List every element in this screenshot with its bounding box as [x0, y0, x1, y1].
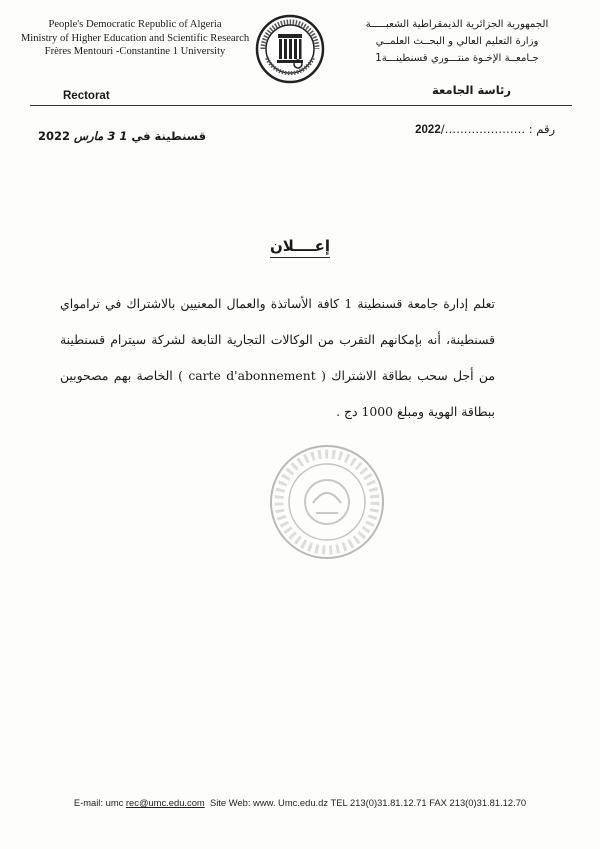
english-header — [6, 18, 264, 59]
rectorat-label: Rectorat — [63, 90, 110, 102]
announcement-body: تعلم إدارة جامعة قسنطينة 1 كافة الأساتذة والعمال المعنيين بالاشتراك في ترامواي قسنطينة، أنه بإمكانهم التقرب من الوكالات التجارية التابعة لشركة سيترام قسنطينة من أجل سحب بطاقة الاشتراك ( carte d'abonnement ) الخاصة بهم مصحوبين ببطاقة الهوية ومبلغ 1000 دج . — [60, 296, 495, 419]
english-header-line-3: Frères Mentouri -Constantine 1 University — [44, 46, 226, 57]
arabic-header-line-3: جـامعــة الإخـوة منتـــوري قسنطينـــة1 — [375, 53, 539, 64]
university-seal-icon — [255, 14, 325, 84]
english-header-line-1: People's Democratic Republic of Algeria — [48, 19, 222, 30]
date-stamp-year: 2022 — [38, 129, 71, 143]
footer-fax: FAX 213(0)31.81.12.70 — [429, 797, 527, 808]
presidency-label: رئاسة الجامعة — [432, 83, 511, 97]
footer-telephone: TEL 213(0)31.81.12.71 — [330, 797, 427, 808]
footer-email-label: E-mail: umc — [73, 797, 124, 808]
arabic-header-line-1: الجمهورية الجزائرية الديمقراطية الشعبـــــة — [365, 19, 549, 30]
date-prefix: قسنطينة في — [131, 129, 207, 143]
reference-label: رقم : — [528, 122, 555, 136]
reference-dots: …………………/ — [440, 122, 526, 136]
announcement-title: إعــــلان — [0, 237, 600, 255]
footer-website[interactable]: Site Web: www. Umc.edu.dz — [209, 797, 329, 808]
arabic-header-line-2: وزارة التعليم العالي و البحــث العلمــي — [375, 36, 539, 47]
reference-year: 2022 — [415, 124, 441, 136]
english-header-line-2: Ministry of Higher Education and Scientific Research — [20, 32, 250, 44]
footer-email-link[interactable]: rec@umc.edu.com — [125, 797, 205, 808]
header-divider — [30, 105, 572, 106]
date-line — [38, 129, 206, 143]
date-stamp-month: مارس — [74, 129, 104, 143]
footer — [0, 797, 600, 808]
reference-number — [415, 122, 555, 136]
date-stamp-day: 1 3 — [107, 129, 128, 143]
official-stamp-icon — [268, 443, 386, 561]
arabic-header — [332, 16, 582, 67]
